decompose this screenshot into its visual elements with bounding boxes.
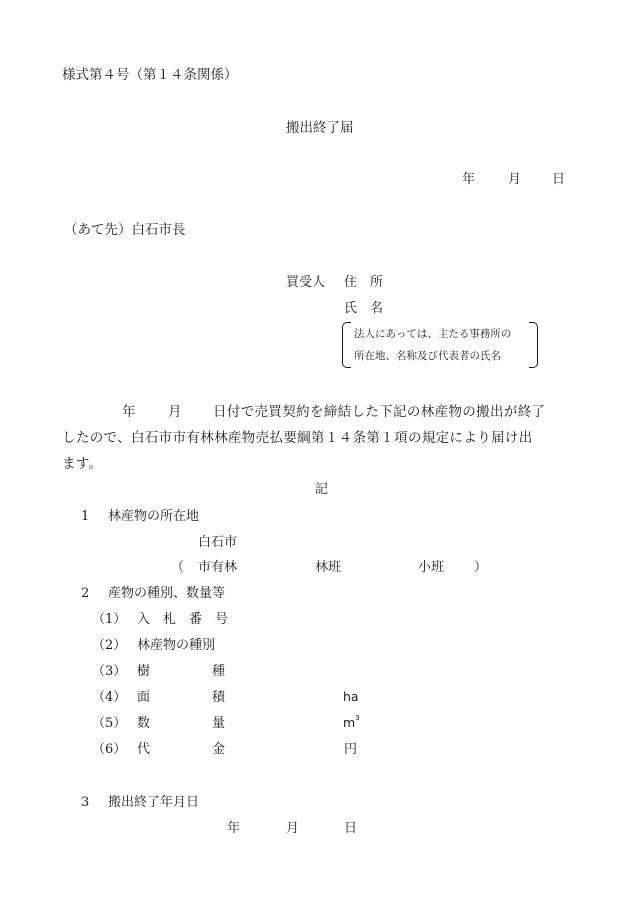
item-label-first: 面 bbox=[137, 690, 151, 705]
end-date-month: 月 bbox=[286, 821, 300, 836]
section3-label: 搬出終了年月日 bbox=[108, 795, 200, 810]
location-city: 白石市 bbox=[198, 535, 238, 550]
item-number: （3） bbox=[92, 664, 127, 679]
body-line3: ます。 bbox=[62, 456, 103, 472]
section2-label: 産物の種別、数量等 bbox=[108, 586, 226, 601]
section1-number: 1 bbox=[81, 509, 90, 524]
item-label: 林産物の種別 bbox=[137, 638, 216, 653]
form-number: 様式第４号（第１４条関係） bbox=[62, 67, 238, 83]
record-heading: 記 bbox=[315, 482, 329, 497]
item-label-second: 種 bbox=[212, 664, 226, 679]
item-label-first: 代 bbox=[137, 742, 151, 757]
buyer-role-label: 買受人 bbox=[286, 275, 326, 290]
item-number: （1） bbox=[92, 612, 127, 627]
item-label-second: 金 bbox=[212, 742, 226, 757]
location-rinpan: 林班 bbox=[315, 560, 342, 575]
item-number: （5） bbox=[92, 716, 127, 731]
body-month-label: 月 bbox=[168, 404, 182, 420]
item-label: 入 札 番 号 bbox=[137, 612, 229, 627]
location-shohan: 小班 bbox=[418, 560, 445, 575]
item-label-second: 量 bbox=[212, 716, 226, 731]
item-unit: ha bbox=[343, 689, 359, 704]
location-open-paren: （ bbox=[171, 560, 185, 575]
addressee: （あて先）白石市長 bbox=[64, 222, 186, 238]
body-line1: 日付で売買契約を締結した下記の林産物の搬出が終了 bbox=[213, 404, 546, 420]
date-month-label: 月 bbox=[508, 172, 522, 187]
item-label-first: 数 bbox=[137, 716, 151, 731]
body-year-label: 年 bbox=[122, 404, 136, 420]
item-number: （2） bbox=[92, 638, 127, 653]
unit-base: m bbox=[343, 715, 356, 730]
item-number: （6） bbox=[92, 742, 127, 757]
location-forest: 市有林 bbox=[198, 560, 238, 575]
buyer-name-label: 氏 名 bbox=[344, 301, 384, 316]
right-bracket bbox=[529, 322, 538, 368]
body-line2: したので、白石市市有林林産物売払要綱第１４条第１項の規定により届け出 bbox=[62, 430, 533, 446]
location-close-paren: ） bbox=[474, 560, 488, 575]
buyer-address-label: 住 所 bbox=[344, 275, 384, 290]
end-date-day: 日 bbox=[344, 821, 358, 836]
left-bracket bbox=[342, 322, 351, 368]
section2-number: 2 bbox=[81, 586, 90, 601]
date-year-label: 年 bbox=[462, 172, 476, 187]
end-date-year: 年 bbox=[227, 821, 241, 836]
unit-superscript: 3 bbox=[355, 714, 360, 722]
item-unit bbox=[343, 714, 360, 730]
item-label-second: 積 bbox=[212, 690, 226, 705]
item-number: （4） bbox=[92, 690, 127, 705]
corporate-note-bracket bbox=[342, 322, 538, 366]
date-day-label: 日 bbox=[552, 172, 566, 187]
document-title: 搬出終了届 bbox=[286, 120, 354, 136]
item-unit: 円 bbox=[344, 742, 358, 757]
section3-number: 3 bbox=[81, 795, 90, 810]
section1-label: 林産物の所在地 bbox=[108, 509, 200, 524]
corporate-note-line1: 法人にあっては、主たる事務所の bbox=[354, 328, 512, 340]
item-label-first: 樹 bbox=[137, 664, 151, 679]
corporate-note-line2: 所在地、名称及び代表者の氏名 bbox=[354, 350, 501, 362]
